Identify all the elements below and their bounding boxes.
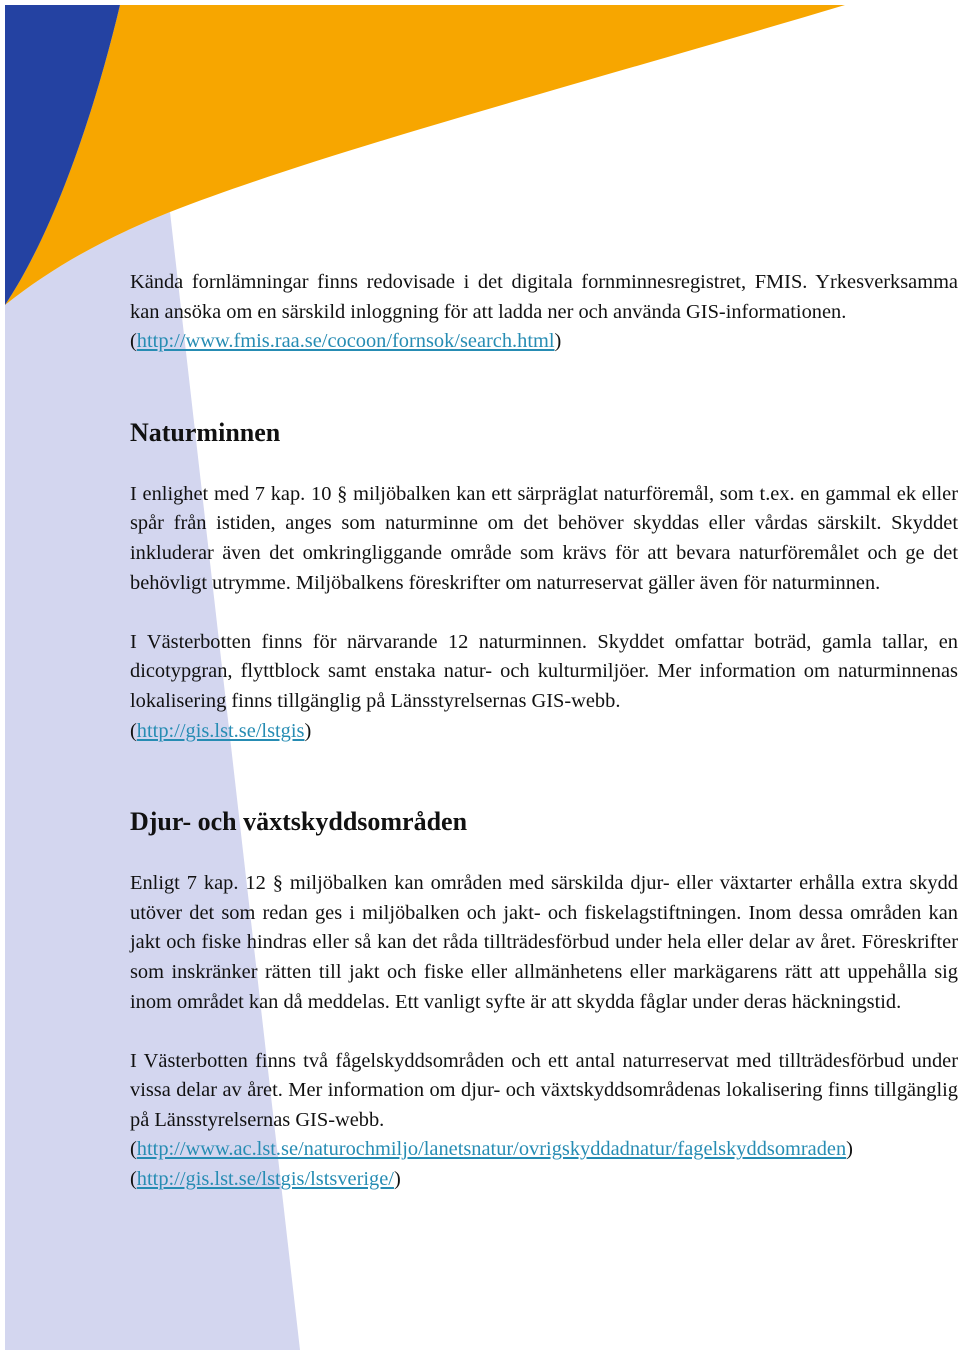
djur-paragraph-1 [130, 869, 958, 1017]
link-paren-open: ( [130, 719, 137, 742]
lstgis-link[interactable]: http://gis.lst.se/lstgis [136, 719, 305, 742]
document-body [130, 268, 958, 1224]
fmis-link[interactable]: http://www.fmis.raa.se/cocoon/fornsok/search.html [136, 330, 555, 353]
paragraph-text: I enlighet med 7 kap. 10 § miljöbalken kan ett särpräglat naturföremål, som t.ex. en gammal ek eller spår från istiden, anges som naturminne om det behöver skyddas eller vårdas särskilt. Skyddet inkluderar även det omkringliggande område som krävs för att bevara naturföremålet och ge det behövligt utrymme. Miljöbalkens föreskrifter om naturreservat gäller även för naturminnen. [130, 482, 958, 594]
link-paren-open: ( [130, 1138, 137, 1161]
lstsverige-link[interactable]: http://gis.lst.se/lstgis/lstsverige/ [136, 1168, 394, 1191]
paragraph-text: I Västerbotten finns två fågelskyddsområden och ett antal naturreservat med tillträdesförbud under vissa delar av året. Mer information om djur- och växtskyddsområdenas lokalisering finns tillgänglig på Länsstyrelsernas GIS-webb. [130, 1049, 958, 1131]
djur-paragraph-2 [130, 1047, 958, 1195]
intro-paragraph [130, 268, 958, 357]
paragraph-text: Enligt 7 kap. 12 § miljöbalken kan områden med särskilda djur- eller växtarter erhålla extra skydd utöver det som redan ges i miljöbalken och jakt- och fiskelagstiftningen. Inom dessa områden kan jakt och fiske hindras eller så kan det råda tillträdesförbud under hela eller delar av året. Föreskrifter som inskränker rätten till jakt och fiske eller allmänhetens eller markägarens rätt att uppehålla sig inom området kan då meddelas. Ett vanligt syfte är att skydda fåglar under deras häckningstid. [130, 872, 958, 1013]
section-heading-djur-och-vaxtskydd: Djur- och växtskyddsområden [130, 807, 468, 837]
fagelskyddsomraden-link[interactable]: http://www.ac.lst.se/naturochmiljo/lanetsnatur/ovrigskyddadnatur/fagelskyddsomraden [136, 1138, 847, 1161]
naturminnen-paragraph-2 [130, 628, 958, 746]
naturminnen-paragraph-1 [130, 480, 958, 598]
section-heading-naturminnen: Naturminnen [130, 417, 281, 447]
link-paren-open: ( [130, 330, 137, 353]
link-paren-close: ) [393, 1168, 401, 1191]
paragraph-text: I Västerbotten finns för närvarande 12 naturminnen. Skyddet omfattar boträd, gamla tallar, en dicotypgran, flyttblock samt enstaka natur- och kulturmiljöer. Mer information om naturminnenas lokalisering finns tillgänglig på Länsstyrelsernas GIS-webb. [130, 630, 958, 712]
link-paren-close: ) [304, 719, 312, 742]
link-paren-close: ) [846, 1138, 853, 1161]
link-paren-close: ) [554, 330, 562, 353]
intro-text: Kända fornlämningar finns redovisade i det digitala fornminnesregistret, FMIS. Yrkesverksamma kan ansöka om en särskild inloggning för att ladda ner och använda GIS-informationen. [130, 271, 958, 323]
link-paren-open: ( [130, 1168, 137, 1191]
